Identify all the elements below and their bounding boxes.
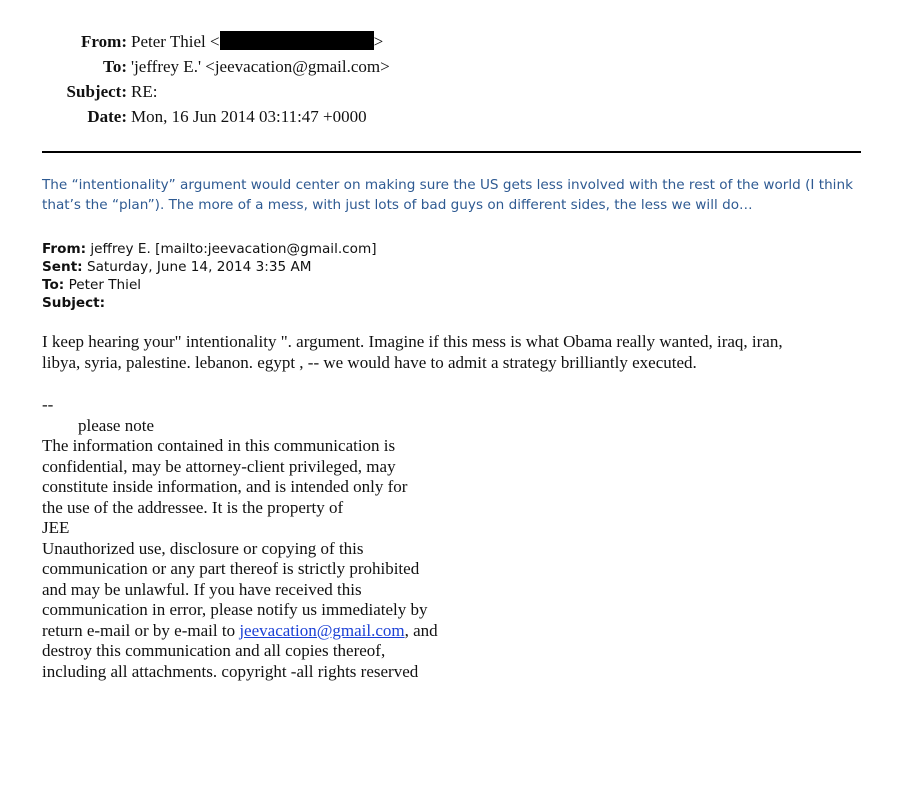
disclaimer-line: the use of the addressee. It is the property of <box>42 497 344 517</box>
from-label: From: <box>81 32 127 51</box>
quoted-subject-label: Subject: <box>42 295 106 311</box>
disclaimer-line: destroy this communication and all copies thereof, <box>42 641 386 660</box>
header-subject-row <box>0 79 520 104</box>
from-value <box>131 29 383 54</box>
date-label: Date: <box>87 107 127 126</box>
quoted-from-value: jeffrey E. [mailto:jeevacation@gmail.com] <box>86 241 377 257</box>
disclaimer-line: communication or any part thereof is strictly prohibited <box>42 559 420 578</box>
return-prefix: return e-mail or by e-mail to <box>42 620 240 640</box>
email-header <box>0 29 520 129</box>
redaction-block <box>220 31 374 50</box>
disclaimer-return-line <box>42 621 438 642</box>
header-date-row <box>0 104 520 129</box>
to-value: 'jeffrey E.' <jeevacation@gmail.com> <box>131 57 390 76</box>
body-line: libya, syria, palestine. lebanon. egypt , -- we would have to admit a strategy brilliantly executed. <box>42 353 697 372</box>
reply-message <box>42 175 872 215</box>
email-link[interactable]: jeevacation@gmail.com <box>239 620 405 640</box>
reply-line: that’s the “plan”). The more of a mess, with just lots of bad guys on different sides, the less we will do… <box>42 197 753 213</box>
quoted-sent-row <box>42 258 377 276</box>
disclaimer-line: The information contained in this communication is <box>42 436 396 455</box>
original-message-body <box>42 331 872 373</box>
to-label: To: <box>103 57 127 76</box>
quoted-sent-label: Sent: <box>42 259 83 275</box>
header-from-row <box>0 29 520 54</box>
disclaimer-line: Unauthorized use, disclosure or copying of this <box>42 538 364 558</box>
quoted-to-value: Peter Thiel <box>64 277 142 293</box>
signature-note: please note <box>78 415 154 435</box>
from-name: Peter Thiel < <box>131 32 220 51</box>
quoted-from-label: From: <box>42 241 87 257</box>
date-value: Mon, 16 Jun 2014 03:11:47 +0000 <box>131 107 367 126</box>
subject-value: RE: <box>131 82 158 101</box>
quoted-from-row <box>42 240 377 258</box>
signature-dashes: -- <box>42 395 54 414</box>
return-suffix: , and <box>404 620 438 640</box>
header-divider <box>42 151 861 153</box>
reply-line: The “intentionality” argument would center on making sure the US gets less involved with the rest of the world (I think <box>42 177 853 193</box>
disclaimer-line: JEE <box>42 518 70 537</box>
disclaimer-line: including all attachments. copyright -all rights reserved <box>42 661 419 681</box>
header-to-row <box>0 54 520 79</box>
from-close: > <box>373 32 384 51</box>
quoted-to-row <box>42 276 377 294</box>
disclaimer-line: confidential, may be attorney-client privileged, may <box>42 456 396 476</box>
quoted-header <box>42 240 377 312</box>
quoted-subject-row <box>42 294 377 312</box>
disclaimer-line: communication in error, please notify us immediately by <box>42 600 428 619</box>
quoted-sent-value: Saturday, June 14, 2014 3:35 AM <box>82 259 312 275</box>
subject-label: Subject: <box>66 82 127 101</box>
body-line: I keep hearing your" intentionality ". argument. Imagine if this mess is what Obama really wanted, iraq, iran, <box>42 332 783 351</box>
quoted-to-label: To: <box>42 277 65 293</box>
signature-disclaimer <box>42 395 438 682</box>
disclaimer-line: constitute inside information, and is intended only for <box>42 477 408 496</box>
disclaimer-line: and may be unlawful. If you have received this <box>42 579 362 599</box>
